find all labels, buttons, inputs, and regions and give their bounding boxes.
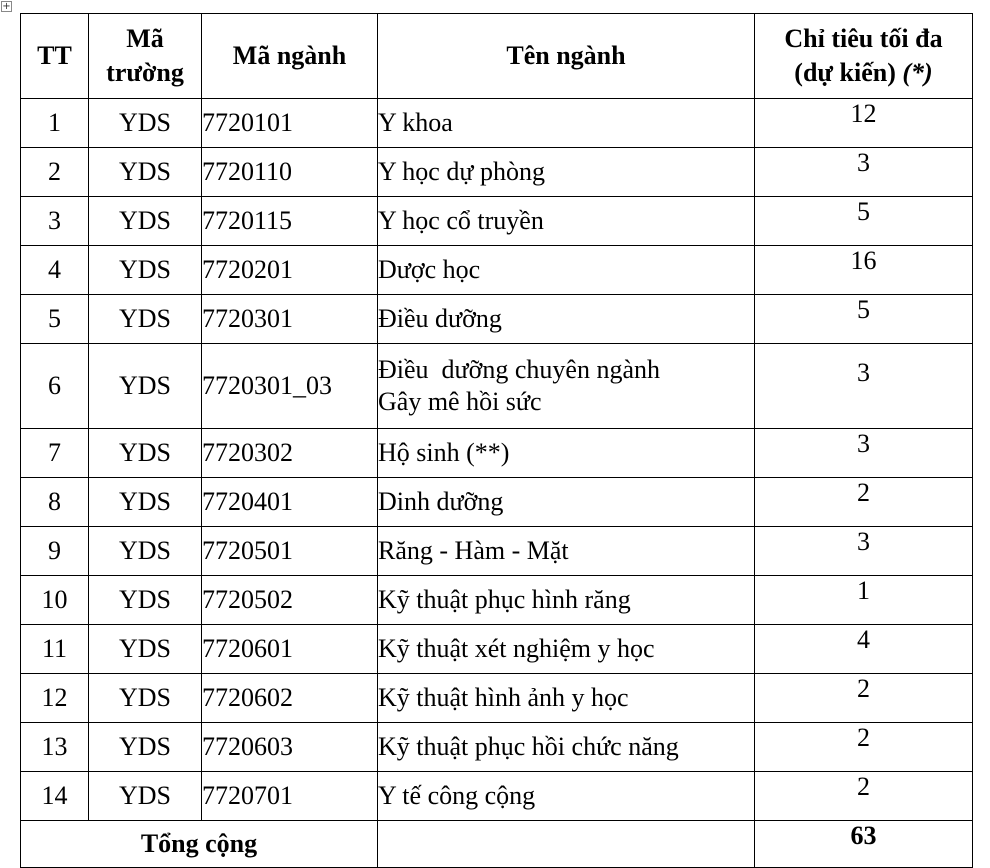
major-name-line1: Dinh dưỡng <box>378 487 504 516</box>
total-empty-cell <box>378 821 755 868</box>
cell-school-code: YDS <box>89 674 202 723</box>
admission-quota-table <box>20 13 973 868</box>
cell-school-code: YDS <box>89 625 202 674</box>
cell-school-code: YDS <box>89 344 202 429</box>
cell-quota: 2 <box>755 478 973 527</box>
major-name-line1: Kỹ thuật hình ảnh y học <box>378 683 629 712</box>
major-name-line1: Dược học <box>378 255 481 284</box>
cell-tt: 12 <box>21 674 89 723</box>
major-name-line1: Kỹ thuật phục hồi chức năng <box>378 732 679 761</box>
header-school-code <box>89 14 202 99</box>
major-name-line1: Kỹ thuật xét nghiệm y học <box>378 634 655 663</box>
major-name-line1: Kỹ thuật phục hình răng <box>378 585 631 614</box>
header-school-code-line1: Mã <box>126 24 164 53</box>
table-move-handle-icon[interactable]: + <box>2 1 11 12</box>
major-name-line1: Hộ sinh (**) <box>378 438 510 467</box>
major-name-line1: Y tế công cộng <box>378 781 536 810</box>
cell-tt: 9 <box>21 527 89 576</box>
table-row <box>21 429 973 478</box>
cell-tt: 3 <box>21 197 89 246</box>
cell-tt: 6 <box>21 344 89 429</box>
table-row <box>21 625 973 674</box>
cell-major-name <box>378 148 755 197</box>
cell-school-code: YDS <box>89 772 202 821</box>
cell-major-code: 7720602 <box>202 674 378 723</box>
table-header-row <box>21 14 973 99</box>
total-row <box>21 821 973 868</box>
cell-major-code: 7720115 <box>202 197 378 246</box>
major-name-line1: Điều dưỡng chuyên ngành <box>378 355 661 384</box>
table-body <box>21 99 973 821</box>
cell-school-code: YDS <box>89 527 202 576</box>
major-name-line1: Y học dự phòng <box>378 157 545 186</box>
header-quota-note: (*) <box>902 58 933 87</box>
cell-tt: 10 <box>21 576 89 625</box>
cell-quota: 3 <box>755 148 973 197</box>
cell-major-name <box>378 625 755 674</box>
cell-quota: 3 <box>755 527 973 576</box>
major-name-line1: Y khoa <box>378 108 453 137</box>
cell-major-code: 7720701 <box>202 772 378 821</box>
cell-major-name <box>378 527 755 576</box>
cell-school-code: YDS <box>89 429 202 478</box>
cell-major-name <box>378 723 755 772</box>
cell-tt: 14 <box>21 772 89 821</box>
cell-tt: 4 <box>21 246 89 295</box>
major-name-line1: Răng - Hàm - Mặt <box>378 536 569 565</box>
cell-major-code: 7720601 <box>202 625 378 674</box>
cell-tt: 11 <box>21 625 89 674</box>
cell-major-name <box>378 674 755 723</box>
header-quota-line1: Chỉ tiêu tối đa <box>784 24 943 53</box>
cell-major-code: 7720501 <box>202 527 378 576</box>
cell-major-name <box>378 99 755 148</box>
cell-major-code: 7720301 <box>202 295 378 344</box>
cell-school-code: YDS <box>89 295 202 344</box>
cell-major-name <box>378 246 755 295</box>
cell-major-code: 7720101 <box>202 99 378 148</box>
header-major-name: Tên ngành <box>378 14 755 99</box>
cell-quota: 2 <box>755 674 973 723</box>
cell-school-code: YDS <box>89 148 202 197</box>
table-row <box>21 148 973 197</box>
table-row <box>21 527 973 576</box>
cell-school-code: YDS <box>89 197 202 246</box>
cell-school-code: YDS <box>89 576 202 625</box>
cell-school-code: YDS <box>89 478 202 527</box>
header-quota <box>755 14 973 99</box>
cell-tt: 13 <box>21 723 89 772</box>
header-quota-line2: (dự kiến) <box>794 58 903 87</box>
cell-major-name <box>378 429 755 478</box>
cell-major-code: 7720201 <box>202 246 378 295</box>
table-row <box>21 197 973 246</box>
cell-quota: 5 <box>755 295 973 344</box>
cell-tt: 8 <box>21 478 89 527</box>
cell-school-code: YDS <box>89 99 202 148</box>
cell-major-code: 7720502 <box>202 576 378 625</box>
cell-tt: 5 <box>21 295 89 344</box>
table-row <box>21 344 973 429</box>
cell-school-code: YDS <box>89 246 202 295</box>
table-row <box>21 674 973 723</box>
cell-quota: 2 <box>755 772 973 821</box>
cell-major-code: 7720110 <box>202 148 378 197</box>
cell-major-code: 7720302 <box>202 429 378 478</box>
total-value: 63 <box>755 821 973 868</box>
cell-school-code: YDS <box>89 723 202 772</box>
cell-quota: 16 <box>755 246 973 295</box>
cell-quota: 4 <box>755 625 973 674</box>
cell-quota: 3 <box>755 429 973 478</box>
cell-major-name <box>378 478 755 527</box>
cell-major-name <box>378 197 755 246</box>
major-name-line2: Gây mê hồi sức <box>378 387 542 416</box>
table-row <box>21 295 973 344</box>
table-row <box>21 576 973 625</box>
table-row <box>21 723 973 772</box>
cell-major-name <box>378 772 755 821</box>
cell-quota: 12 <box>755 99 973 148</box>
header-major-code: Mã ngành <box>202 14 378 99</box>
cell-quota: 3 <box>755 344 973 429</box>
table-row <box>21 246 973 295</box>
cell-major-code: 7720401 <box>202 478 378 527</box>
header-tt: TT <box>21 14 89 99</box>
cell-quota: 2 <box>755 723 973 772</box>
total-label: Tổng cộng <box>21 821 378 868</box>
table-row <box>21 772 973 821</box>
header-school-code-line2: trường <box>106 58 184 87</box>
table-row <box>21 99 973 148</box>
cell-major-name <box>378 295 755 344</box>
cell-tt: 1 <box>21 99 89 148</box>
cell-major-code: 7720301_03 <box>202 344 378 429</box>
table-row <box>21 478 973 527</box>
cell-quota: 1 <box>755 576 973 625</box>
cell-tt: 7 <box>21 429 89 478</box>
major-name-line1: Y học cổ truyền <box>378 206 544 235</box>
major-name-line1: Điều dưỡng <box>378 304 502 333</box>
cell-major-name <box>378 344 755 429</box>
cell-major-name <box>378 576 755 625</box>
cell-tt: 2 <box>21 148 89 197</box>
cell-quota: 5 <box>755 197 973 246</box>
cell-major-code: 7720603 <box>202 723 378 772</box>
